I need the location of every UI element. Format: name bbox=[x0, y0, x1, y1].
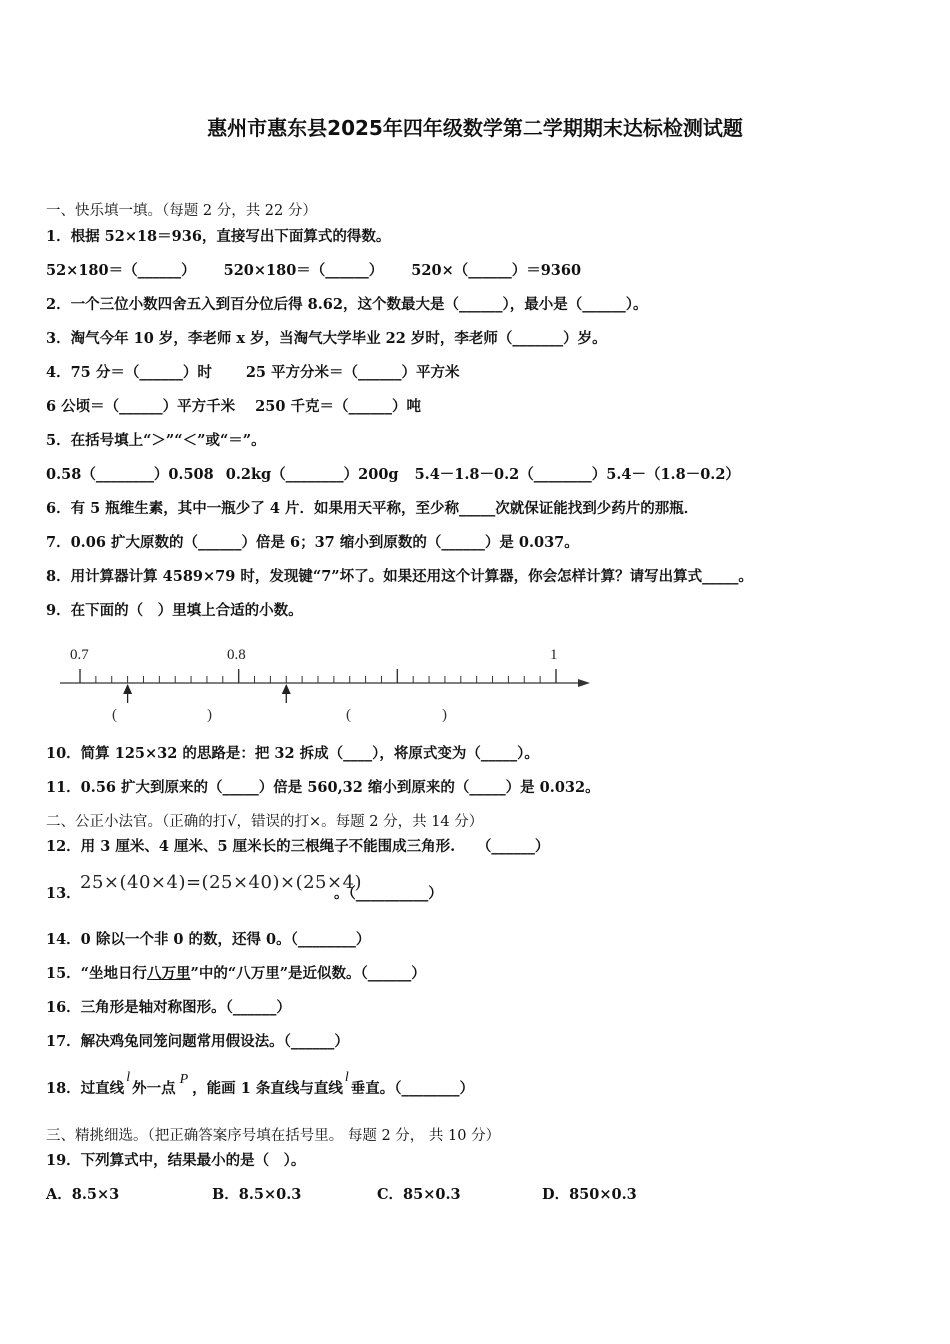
q4-b: 25 平方分米＝（______）平方米 bbox=[245, 364, 460, 381]
q4-c: 6 公顷＝（______）平方千米 bbox=[46, 398, 236, 415]
q5-answers bbox=[46, 465, 740, 485]
page-title: 惠州市惠东县2025年四年级数学第二学期期末达标检测试题 bbox=[207, 116, 743, 140]
numberline-paren-1-close: ) bbox=[207, 707, 212, 723]
q1-stem: 1．根据 52×18＝936，直接写出下面算式的得数。 bbox=[46, 228, 391, 245]
q15-post: ”中的“八万里”是近似数。（______） bbox=[190, 965, 426, 982]
q1-a: 52×180＝（______） bbox=[46, 262, 196, 279]
numberline-paren-2-close: ) bbox=[442, 707, 447, 723]
q3: 3．淘气今年 10 岁，李老师 x 岁，当淘气大学毕业 22 岁时，李老师（_______）岁。 bbox=[46, 330, 607, 347]
q2: 2．一个三位小数四舍五入到百分位后得 8.62，这个数最大是（______），最小是（______）。 bbox=[46, 296, 648, 313]
q7: 7．0.06 扩大原数的（______）倍是 6；37 缩小到原数的（______）是 0.037。 bbox=[46, 534, 579, 551]
q8: 8．用计算器计算 4589×79 时，发现键“7”坏了。如果还用这个计算器，你会怎样计算？请写出算式_____。 bbox=[46, 568, 753, 585]
numberline-label-mid: 0.8 bbox=[227, 647, 246, 663]
q19-stem: 19．下列算式中，结果最小的是（ ）。 bbox=[46, 1152, 306, 1169]
q16: 16．三角形是轴对称图形。（______） bbox=[46, 999, 291, 1016]
q4-line1 bbox=[46, 363, 460, 383]
q10: 10．简算 125×32 的思路是：把 32 拆成（____），将原式变为（_____）。 bbox=[46, 745, 539, 762]
q11: 11．0.56 扩大到原来的（_____）倍是 560,32 缩小到原来的（_____）是 0.032。 bbox=[46, 779, 600, 796]
q4-a: 4．75 分＝（______）时 bbox=[46, 364, 212, 381]
q6: 6．有 5 瓶维生素，其中一瓶少了 4 片．如果用天平称，至少称_____次就保证能找到少药片的那瓶． bbox=[46, 500, 699, 517]
q1-answers bbox=[46, 261, 581, 281]
numberline-pointer-1 bbox=[123, 684, 132, 703]
q18-mid1: 外一点 bbox=[132, 1080, 176, 1097]
q1-c: 520×（______）＝9360 bbox=[411, 262, 582, 279]
numberline-ticks bbox=[80, 669, 556, 683]
q12: 12．用 3 厘米、4 厘米、5 厘米长的三根绳子不能围成三角形. （______） bbox=[46, 838, 550, 855]
q1-b: 520×180＝（______） bbox=[223, 262, 384, 279]
q5-b: 0.2kg（________）200g bbox=[225, 466, 399, 483]
q18-line-l-2: l bbox=[344, 1070, 349, 1085]
q18-point-p: P bbox=[179, 1072, 189, 1087]
q4-line2 bbox=[46, 397, 421, 417]
q4-d: 250 千克＝（______）吨 bbox=[255, 398, 421, 415]
q15 bbox=[46, 964, 426, 984]
q18-pre: 18．过直线 bbox=[46, 1080, 125, 1097]
q15-underlined: 八万里 bbox=[147, 965, 191, 982]
q18-post: 垂直。（________） bbox=[350, 1080, 474, 1097]
q15-pre: 15．“坐地日行 bbox=[46, 965, 148, 982]
section-2-heading: 二、公正小法官。（正确的打√，错误的打×。每题 2 分，共 14 分） bbox=[46, 814, 484, 830]
numberline-label-start: 0.7 bbox=[70, 647, 89, 663]
q18 bbox=[46, 1070, 474, 1100]
numberline-arrowhead bbox=[578, 679, 590, 687]
q19-option-c: C．85×0.3 bbox=[377, 1186, 461, 1203]
numberline-paren-1-open: ( bbox=[112, 707, 117, 723]
section-3-heading: 三、精挑细选。（把正确答案序号填在括号里。 每题 2 分， 共 10 分） bbox=[46, 1128, 501, 1144]
q19-option-b: B．8.5×0.3 bbox=[212, 1186, 302, 1203]
numberline-pointers bbox=[123, 684, 291, 703]
q5-c: 5.4－1.8－0.2（________）5.4－（1.8－0.2） bbox=[414, 466, 740, 483]
section-1-heading: 一、快乐填一填。（每题 2 分，共 22 分） bbox=[46, 203, 317, 219]
q9: 9．在下面的（ ）里填上合适的小数。 bbox=[46, 602, 303, 619]
q13-num: 13． bbox=[46, 885, 81, 902]
numberline-pointer-2 bbox=[282, 684, 291, 703]
q5-stem: 5．在括号填上“＞”“＜”或“＝”。 bbox=[46, 432, 266, 449]
q19-option-d: D．850×0.3 bbox=[542, 1186, 637, 1203]
numberline-label-end: 1 bbox=[550, 647, 558, 663]
q13-formula: 25×(40×4)=(25×40)×(25×4) bbox=[80, 872, 363, 893]
numberline-paren-2-open: ( bbox=[346, 707, 351, 723]
q13-tail: 。（__________） bbox=[334, 885, 443, 902]
q19-option-a: A．8.5×3 bbox=[46, 1186, 120, 1203]
q5-a: 0.58（________）0.508 bbox=[46, 466, 214, 483]
q17: 17．解决鸡兔同笼问题常用假设法。（______） bbox=[46, 1033, 349, 1050]
number-line bbox=[50, 638, 610, 730]
q18-mid2: ，能画 1 条直线与直线 bbox=[192, 1080, 343, 1097]
q18-line-l: l bbox=[126, 1070, 131, 1085]
q14: 14．0 除以一个非 0 的数，还得 0。（________） bbox=[46, 931, 371, 948]
